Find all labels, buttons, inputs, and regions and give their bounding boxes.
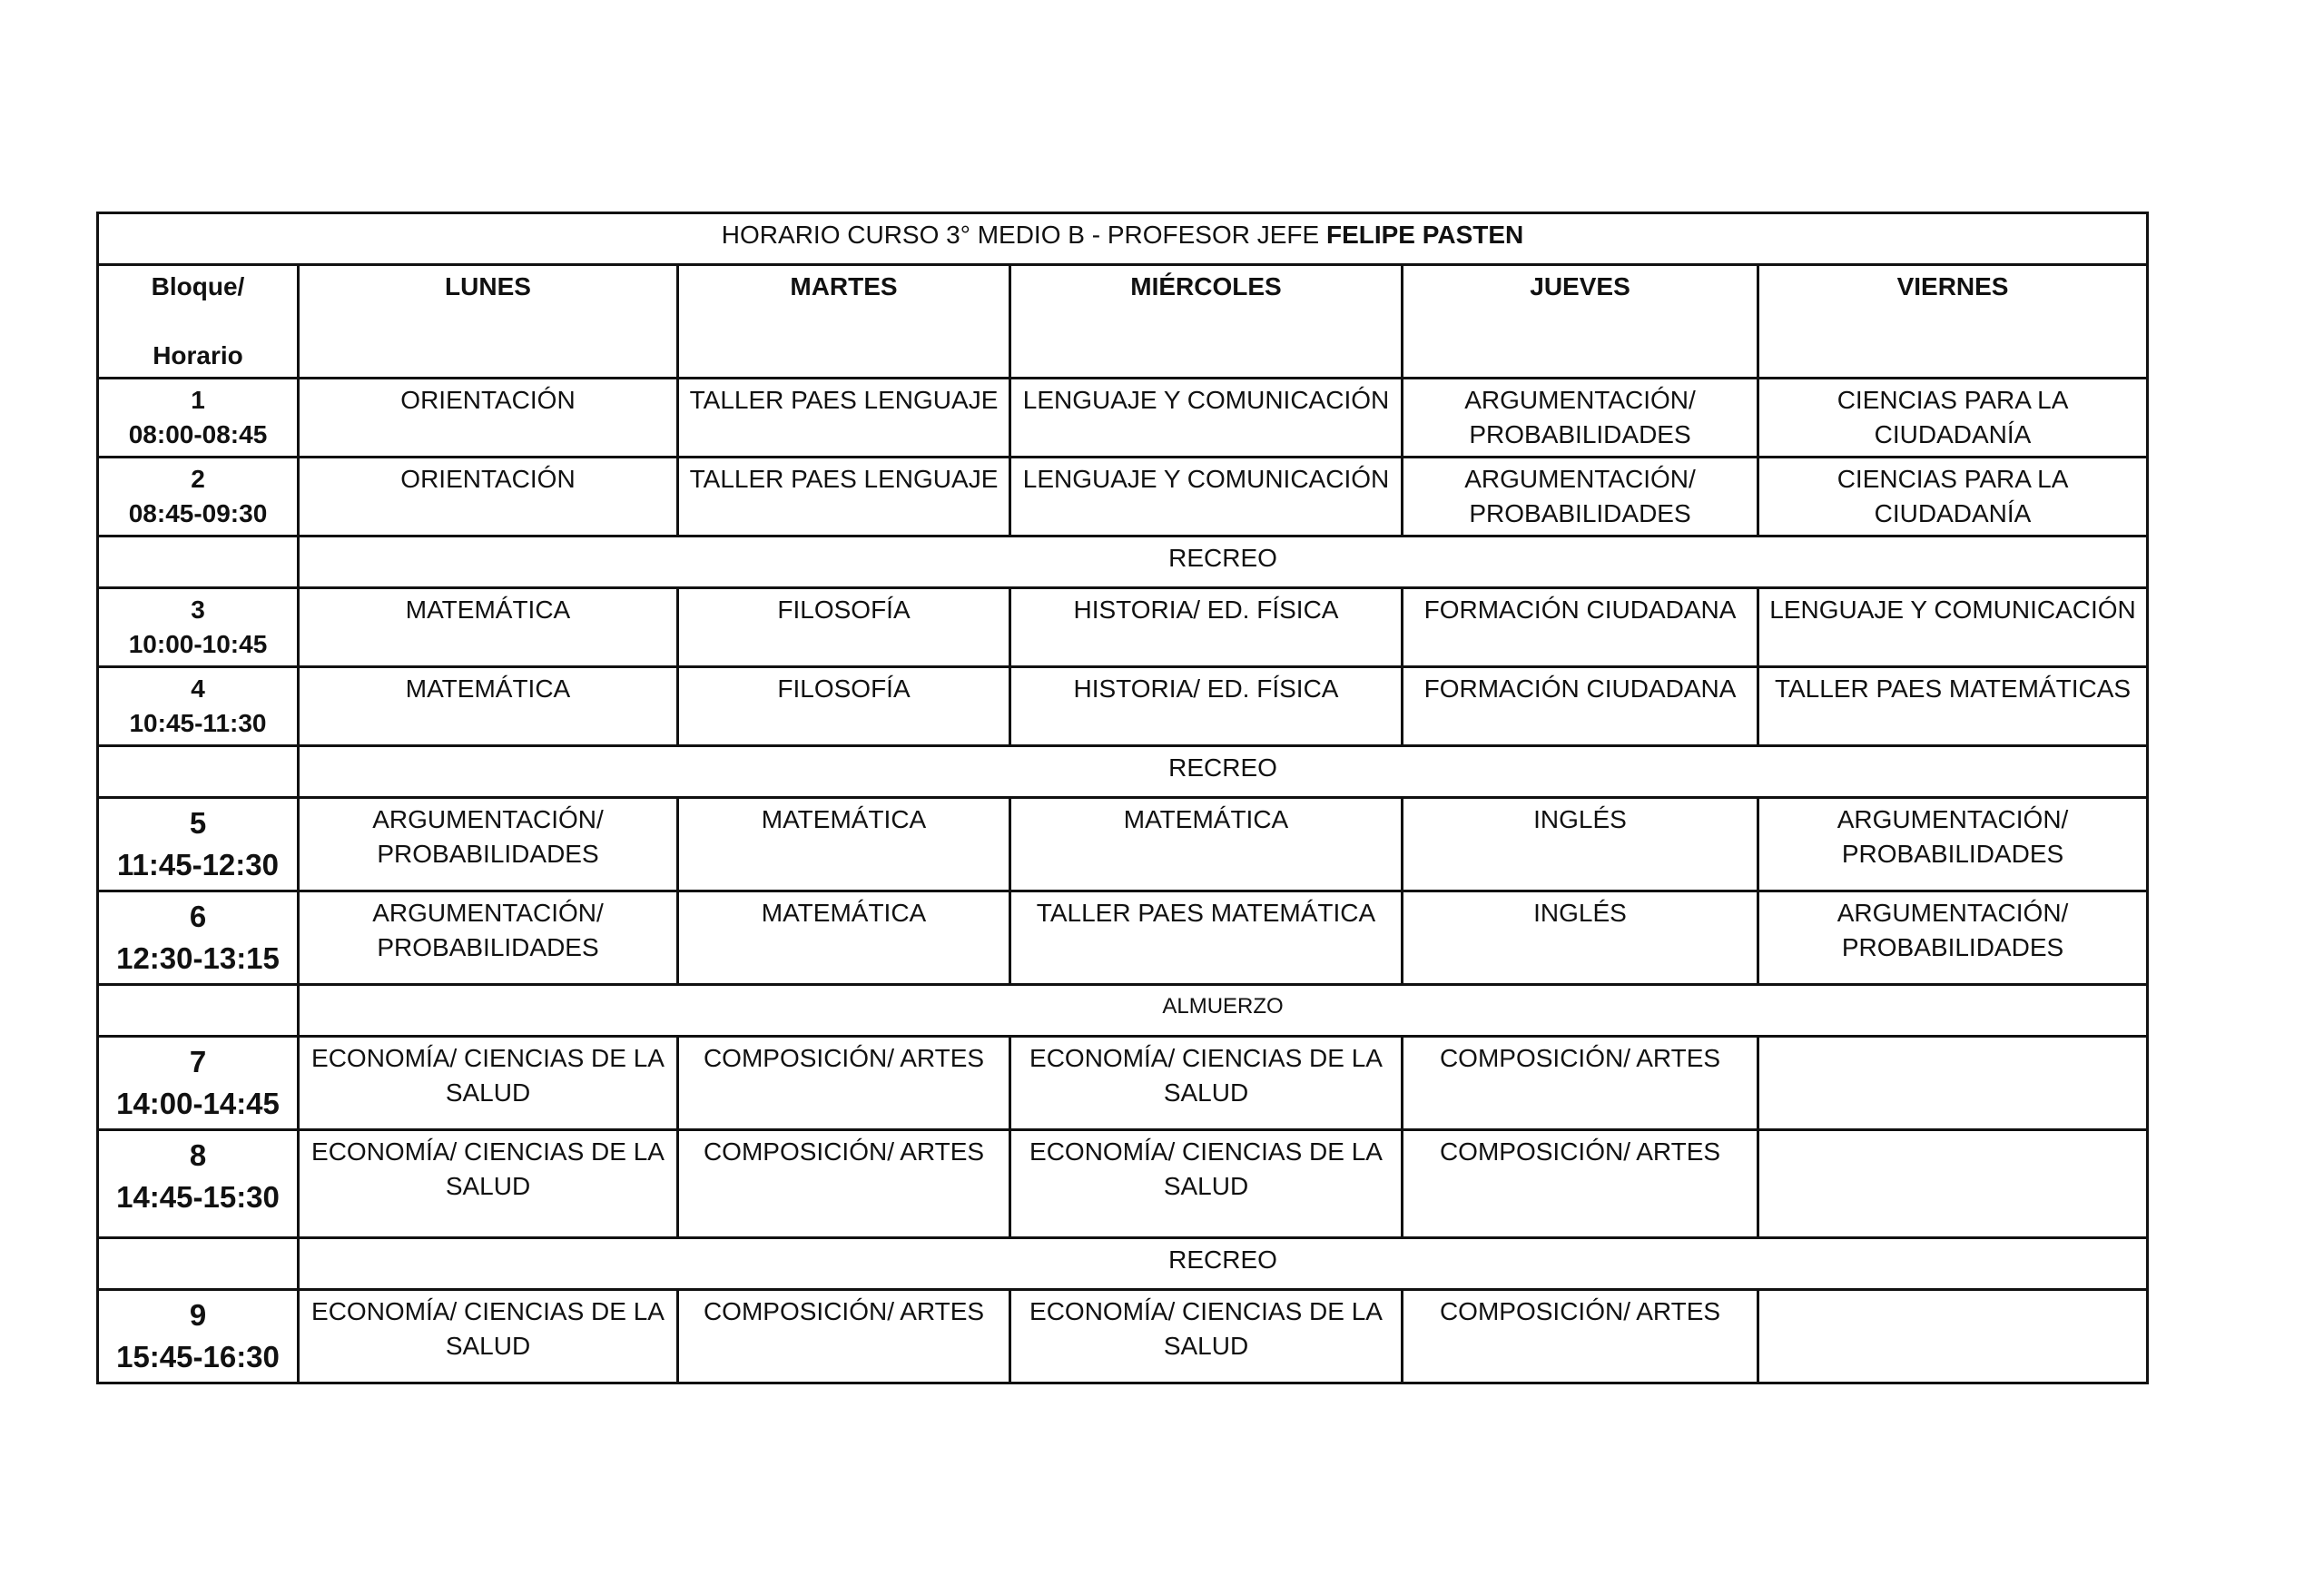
subject-cell: MATEMÁTICA bbox=[1010, 798, 1403, 891]
block-row bbox=[98, 667, 2148, 746]
block-cell bbox=[98, 1290, 299, 1383]
block-time: 08:45-09:30 bbox=[128, 499, 268, 527]
block-cell bbox=[98, 458, 299, 537]
block-cell bbox=[98, 667, 299, 746]
subject-cell: COMPOSICIÓN/ ARTES bbox=[1403, 1290, 1758, 1383]
subject-cell: ARGUMENTACIÓN/ PROBABILIDADES bbox=[299, 798, 678, 891]
teacher-name: FELIPE PASTEN bbox=[1325, 221, 1524, 249]
subject-cell: ORIENTACIÓN bbox=[299, 458, 678, 537]
break-label: ALMUERZO bbox=[299, 985, 2148, 1037]
break-block-cell bbox=[98, 985, 299, 1037]
block-column-header bbox=[98, 265, 299, 379]
block-cell bbox=[98, 1130, 299, 1238]
schedule-table bbox=[96, 212, 2149, 1384]
subject-cell: COMPOSICIÓN/ ARTES bbox=[678, 1037, 1010, 1130]
subject-cell: MATEMÁTICA bbox=[299, 588, 678, 667]
day-header-jueves: JUEVES bbox=[1403, 265, 1758, 379]
block-time: 15:45-16:30 bbox=[116, 1340, 280, 1373]
block-time: 12:30-13:15 bbox=[116, 941, 280, 975]
block-number: 5 bbox=[189, 806, 207, 840]
schedule-title bbox=[98, 213, 2148, 265]
subject-cell: ARGUMENTACIÓN/ PROBABILIDADES bbox=[1403, 379, 1758, 458]
subject-cell: FILOSOFÍA bbox=[678, 667, 1010, 746]
title-row bbox=[98, 213, 2148, 265]
block-time: 08:00-08:45 bbox=[128, 420, 268, 448]
subject-cell: ECONOMÍA/ CIENCIAS DE LA SALUD bbox=[1010, 1290, 1403, 1383]
block-time: 10:00-10:45 bbox=[128, 630, 268, 658]
block-cell bbox=[98, 1037, 299, 1130]
block-number: 4 bbox=[191, 674, 205, 703]
block-number: 1 bbox=[191, 386, 205, 414]
subject-cell: TALLER PAES LENGUAJE bbox=[678, 458, 1010, 537]
subject-cell: HISTORIA/ ED. FÍSICA bbox=[1010, 667, 1403, 746]
block-number: 8 bbox=[189, 1138, 207, 1172]
break-row bbox=[98, 985, 2148, 1037]
break-label: RECREO bbox=[299, 537, 2148, 588]
subject-cell: TALLER PAES MATEMÁTICA bbox=[1010, 891, 1403, 985]
block-row bbox=[98, 1290, 2148, 1383]
subject-cell: HISTORIA/ ED. FÍSICA bbox=[1010, 588, 1403, 667]
break-block-cell bbox=[98, 537, 299, 588]
block-row bbox=[98, 458, 2148, 537]
subject-cell: ARGUMENTACIÓN/ PROBABILIDADES bbox=[1403, 458, 1758, 537]
subject-cell: COMPOSICIÓN/ ARTES bbox=[1403, 1130, 1758, 1238]
block-row bbox=[98, 1037, 2148, 1130]
block-row bbox=[98, 798, 2148, 891]
block-number: 6 bbox=[189, 900, 207, 933]
subject-cell: INGLÉS bbox=[1403, 798, 1758, 891]
subject-cell: ECONOMÍA/ CIENCIAS DE LA SALUD bbox=[1010, 1037, 1403, 1130]
subject-cell: ECONOMÍA/ CIENCIAS DE LA SALUD bbox=[299, 1037, 678, 1130]
subject-cell: ECONOMÍA/ CIENCIAS DE LA SALUD bbox=[299, 1130, 678, 1238]
block-number: 9 bbox=[189, 1298, 207, 1332]
subject-cell: MATEMÁTICA bbox=[299, 667, 678, 746]
subject-cell: LENGUAJE Y COMUNICACIÓN bbox=[1010, 458, 1403, 537]
block-row bbox=[98, 1130, 2148, 1238]
subject-cell: ARGUMENTACIÓN/ PROBABILIDADES bbox=[299, 891, 678, 985]
block-number: 7 bbox=[189, 1045, 207, 1078]
subject-cell: FORMACIÓN CIUDADANA bbox=[1403, 667, 1758, 746]
subject-cell: LENGUAJE Y COMUNICACIÓN bbox=[1010, 379, 1403, 458]
subject-cell: COMPOSICIÓN/ ARTES bbox=[678, 1290, 1010, 1383]
subject-cell: COMPOSICIÓN/ ARTES bbox=[1403, 1037, 1758, 1130]
subject-cell: MATEMÁTICA bbox=[678, 798, 1010, 891]
block-row bbox=[98, 379, 2148, 458]
block-time: 14:00-14:45 bbox=[116, 1087, 280, 1120]
subject-cell: CIENCIAS PARA LA CIUDADANÍA bbox=[1758, 458, 2148, 537]
block-cell bbox=[98, 798, 299, 891]
break-row bbox=[98, 1238, 2148, 1290]
subject-cell: ARGUMENTACIÓN/ PROBABILIDADES bbox=[1758, 798, 2148, 891]
subject-cell: ECONOMÍA/ CIENCIAS DE LA SALUD bbox=[1010, 1130, 1403, 1238]
subject-cell: COMPOSICIÓN/ ARTES bbox=[678, 1130, 1010, 1238]
break-block-cell bbox=[98, 746, 299, 798]
subject-cell: FORMACIÓN CIUDADANA bbox=[1403, 588, 1758, 667]
subject-cell: ORIENTACIÓN bbox=[299, 379, 678, 458]
schedule-sheet bbox=[96, 212, 2146, 1384]
break-label: RECREO bbox=[299, 746, 2148, 798]
subject-cell: ECONOMÍA/ CIENCIAS DE LA SALUD bbox=[299, 1290, 678, 1383]
break-row bbox=[98, 746, 2148, 798]
block-time: 10:45-11:30 bbox=[129, 709, 267, 737]
subject-cell: INGLÉS bbox=[1403, 891, 1758, 985]
block-time: 14:45-15:30 bbox=[116, 1180, 280, 1214]
block-cell bbox=[98, 891, 299, 985]
title-prefix: HORARIO CURSO 3° MEDIO B - PROFESOR JEFE bbox=[721, 221, 1326, 249]
block-header-line-1: Bloque/ bbox=[151, 272, 245, 300]
block-number: 2 bbox=[191, 465, 205, 493]
block-row bbox=[98, 891, 2148, 985]
subject-cell: CIENCIAS PARA LA CIUDADANÍA bbox=[1758, 379, 2148, 458]
header-row bbox=[98, 265, 2148, 379]
block-number: 3 bbox=[191, 596, 205, 624]
day-header-martes: MARTES bbox=[678, 265, 1010, 379]
block-time: 11:45-12:30 bbox=[117, 848, 279, 881]
block-cell bbox=[98, 379, 299, 458]
break-label: RECREO bbox=[299, 1238, 2148, 1290]
day-header-lunes: LUNES bbox=[299, 265, 678, 379]
day-header-viernes: VIERNES bbox=[1758, 265, 2148, 379]
subject-cell bbox=[1758, 1130, 2148, 1238]
day-header-miercoles: MIÉRCOLES bbox=[1010, 265, 1403, 379]
break-block-cell bbox=[98, 1238, 299, 1290]
subject-cell: FILOSOFÍA bbox=[678, 588, 1010, 667]
block-cell bbox=[98, 588, 299, 667]
subject-cell: LENGUAJE Y COMUNICACIÓN bbox=[1758, 588, 2148, 667]
subject-cell bbox=[1758, 1037, 2148, 1130]
subject-cell: TALLER PAES MATEMÁTICAS bbox=[1758, 667, 2148, 746]
block-header-line-2: Horario bbox=[153, 341, 243, 369]
break-row bbox=[98, 537, 2148, 588]
subject-cell bbox=[1758, 1290, 2148, 1383]
subject-cell: TALLER PAES LENGUAJE bbox=[678, 379, 1010, 458]
subject-cell: MATEMÁTICA bbox=[678, 891, 1010, 985]
subject-cell: ARGUMENTACIÓN/ PROBABILIDADES bbox=[1758, 891, 2148, 985]
block-row bbox=[98, 588, 2148, 667]
